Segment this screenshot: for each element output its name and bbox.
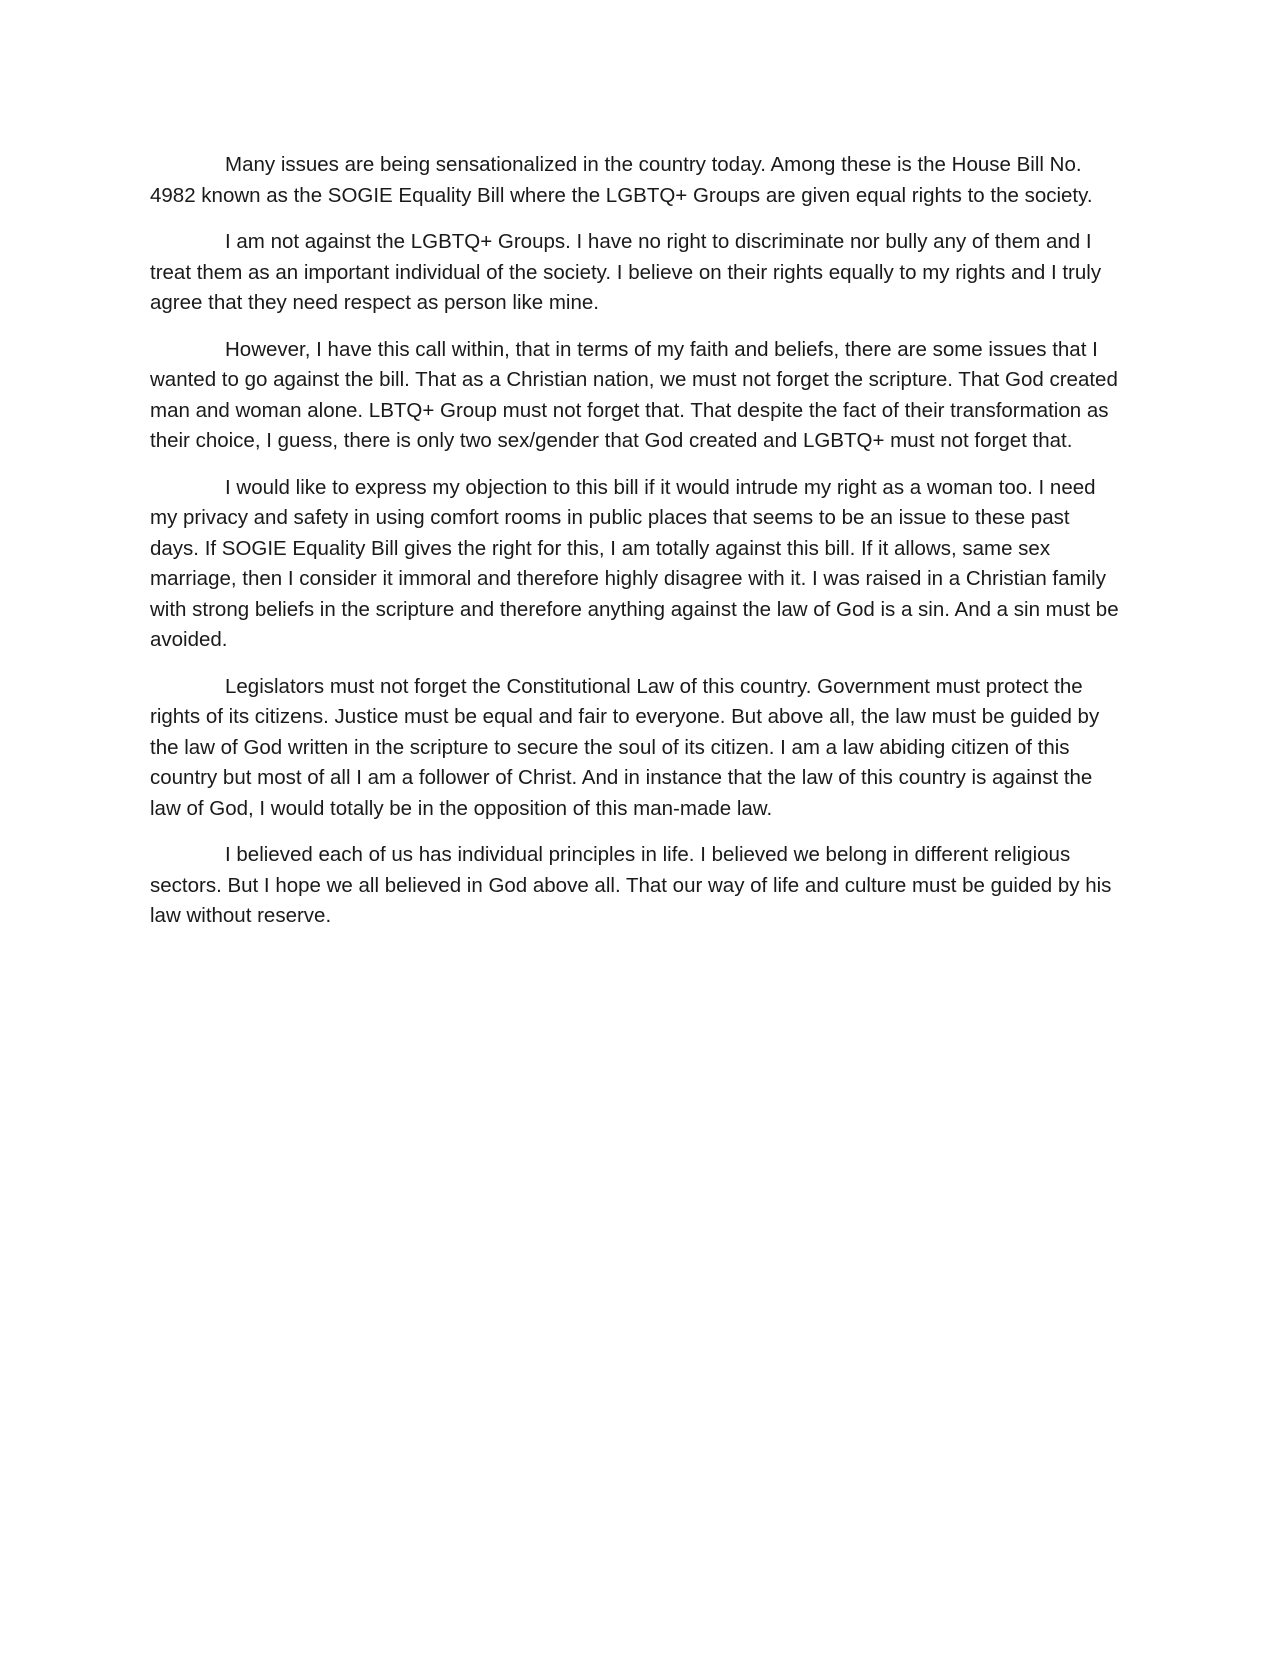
document-body (150, 150, 1120, 948)
paragraph-6: I believed each of us has individual principles in life. I believed we belong in different religious sectors. But I hope we all believed in God above all. That our way of life and culture must be guided by his law without reserve. (150, 843, 1112, 927)
paragraph-4: I would like to express my objection to this bill if it would intrude my right as a woman too. I need my privacy and safety in using comfort rooms in public places that seems to be an issue to these past days. If SOGIE Equality Bill gives the right for this, I am totally against this bill. If it allows, same sex marriage, then I consider it immoral and therefore highly disagree with it. I was raised in a Christian family with strong beliefs in the scripture and therefore anything against the law of God is a sin. And a sin must be avoided. (150, 475, 1119, 651)
paragraph-3: However, I have this call within, that in terms of my faith and beliefs, there are some issues that I wanted to go against the bill. That as a Christian nation, we must not forget the scripture. That God created man and woman alone. LBTQ+ Group must not forget that. That despite the fact of their transformation as their choice, I guess, there is only two sex/gender that God created and LGBTQ+ must not forget that. (150, 337, 1118, 452)
paragraph-1: Many issues are being sensationalized in the country today. Among these is the House Bill No. 4982 known as the SOGIE Equality Bill where the LGBTQ+ Groups are given equal rights to the society. (150, 153, 1093, 207)
paragraph-2: I am not against the LGBTQ+ Groups. I have no right to discriminate nor bully any of them and I treat them as an important individual of the society. I believe on their rights equally to my rights and I truly agree that they need respect as person like mine. (150, 230, 1102, 314)
paragraph-5: Legislators must not forget the Constitutional Law of this country. Government must protect the rights of its citizens. Justice must be equal and fair to everyone. But above all, the law must be guided by the law of God written in the scripture to secure the soul of its citizen. I am a law abiding citizen of this country but most of all I am a follower of Christ. And in instance that the law of this country is against the law of God, I would totally be in the opposition of this man-made law. (150, 674, 1100, 820)
